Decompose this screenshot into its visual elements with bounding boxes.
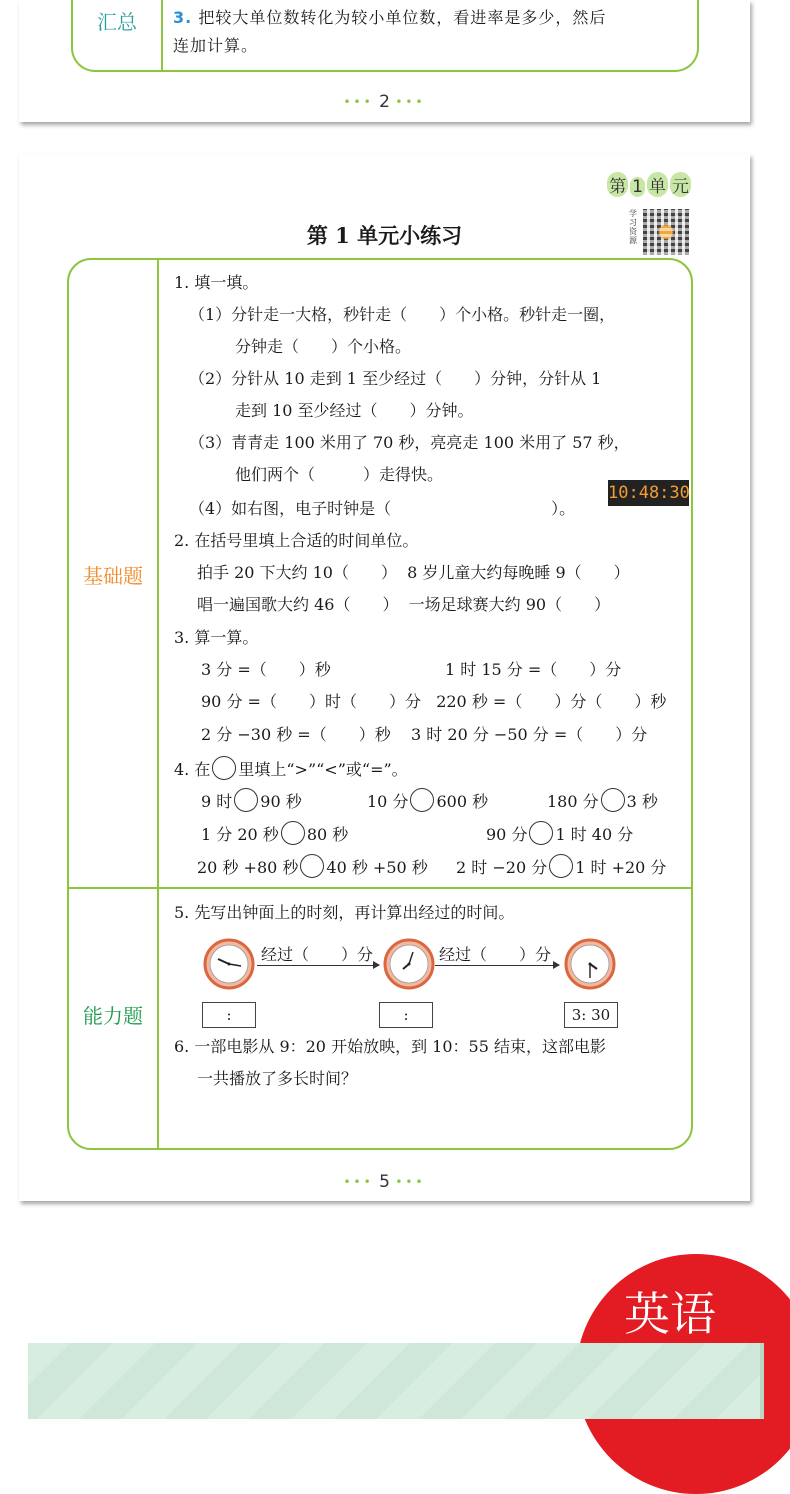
compare-item bbox=[367, 788, 488, 812]
compare-item bbox=[547, 788, 658, 812]
compare-right: 1 时 +20 分 bbox=[575, 858, 667, 877]
question-2-b: 唱一遍国歌大约 46（ ） 一场足球赛大约 90（ ） bbox=[197, 595, 611, 614]
question-3-b: 90 分 =（ ）时（ ）分 220 秒 =（ ）分（ ）秒 bbox=[201, 692, 667, 711]
clock-face-icon bbox=[564, 938, 616, 990]
question-2-a: 拍手 20 下大约 10（ ） 8 岁儿童大约每晚睡 9（ ） bbox=[197, 563, 630, 582]
page-number-2 bbox=[19, 92, 750, 112]
qr-code-icon bbox=[643, 209, 689, 255]
compare-item bbox=[201, 821, 348, 845]
english-badge-label: 英语 bbox=[624, 1287, 716, 1341]
compare-circle[interactable] bbox=[529, 821, 553, 845]
question-4-suffix: 里填上“>”“<”或“=”。 bbox=[238, 760, 408, 779]
question-1: 1. 填一填。 bbox=[174, 273, 259, 292]
unit-badge-char: 第 bbox=[607, 172, 628, 197]
compare-left: 20 秒 +80 秒 bbox=[197, 858, 299, 877]
question-4 bbox=[174, 756, 408, 780]
question-1-3a: （3）青青走 100 米用了 70 秒，亮亮走 100 米用了 57 秒， bbox=[189, 433, 630, 452]
question-2: 2. 在括号里填上合适的时间单位。 bbox=[174, 531, 419, 550]
question-1-1b: 分钟走（ ）个小格。 bbox=[235, 337, 412, 356]
compare-left: 2 时 −20 分 bbox=[456, 858, 548, 877]
clock-face-icon bbox=[203, 938, 255, 990]
arrow-icon bbox=[435, 965, 559, 966]
compare-item bbox=[201, 788, 302, 812]
arrow-icon bbox=[257, 965, 379, 966]
compare-circle[interactable] bbox=[300, 854, 324, 878]
time-answer-box-2[interactable]: : bbox=[379, 1002, 433, 1028]
summary-item-text-1: 把较大单位数转化为较小单位数，看进率是多少，然后 bbox=[198, 8, 607, 27]
qr-label: 学习资源 bbox=[629, 209, 637, 245]
time-answer-box-3: 3: 30 bbox=[564, 1002, 618, 1028]
compare-circle-icon bbox=[212, 756, 236, 780]
compare-item bbox=[486, 821, 633, 845]
question-4-prefix: 4. 在 bbox=[174, 760, 211, 779]
compare-left: 10 分 bbox=[367, 792, 409, 811]
summary-item-number: 3. bbox=[173, 8, 193, 27]
compare-left: 180 分 bbox=[547, 792, 599, 811]
question-3-a1: 3 分 =（ ）秒 bbox=[201, 660, 331, 679]
section-label-basic: 基础题 bbox=[83, 564, 143, 588]
summary-box bbox=[71, 0, 699, 72]
section-divider bbox=[69, 887, 691, 889]
summary-divider bbox=[161, 0, 163, 70]
compare-circle[interactable] bbox=[601, 788, 625, 812]
question-6b: 一共播放了多长时间？ bbox=[197, 1069, 358, 1088]
compare-right: 600 秒 bbox=[436, 792, 489, 811]
summary-item-3 bbox=[173, 4, 693, 60]
compare-right: 3 秒 bbox=[626, 792, 658, 811]
page-number-text: 5 bbox=[379, 1172, 390, 1192]
question-1-2a: （2）分针从 10 走到 1 至少经过（ ）分钟，分针从 1 bbox=[189, 369, 602, 388]
page-number-5 bbox=[19, 1172, 750, 1192]
elapsed-label-2: 经过（ ）分 bbox=[439, 945, 552, 964]
compare-right: 90 秒 bbox=[260, 792, 302, 811]
compare-left: 1 分 20 秒 bbox=[201, 825, 279, 844]
question-6a: 6. 一部电影从 9：20 开始放映，到 10：55 结束，这部电影 bbox=[174, 1037, 606, 1056]
page-title: 第 1 单元小练习 bbox=[306, 223, 463, 248]
compare-right: 40 秒 +50 秒 bbox=[326, 858, 428, 877]
compare-circle[interactable] bbox=[549, 854, 573, 878]
question-3-c: 2 分 −30 秒 =（ ）秒 3 时 20 分 −50 分 =（ ）分 bbox=[201, 725, 648, 744]
question-3: 3. 算一算。 bbox=[174, 628, 259, 647]
elapsed-label-1: 经过（ ）分 bbox=[261, 945, 374, 964]
unit-badge bbox=[606, 172, 692, 197]
digital-clock: 10:48:30 bbox=[608, 480, 689, 506]
compare-right: 1 时 40 分 bbox=[555, 825, 634, 844]
section-label-ability: 能力题 bbox=[83, 1004, 143, 1028]
dots-right: ••• bbox=[395, 95, 426, 109]
unit-badge-char: 单 bbox=[647, 172, 668, 197]
summary-label: 汇总 bbox=[97, 10, 137, 34]
dots-left: ••• bbox=[343, 95, 374, 109]
unit-badge-char: 1 bbox=[632, 177, 643, 197]
dots-right: ••• bbox=[395, 1175, 426, 1189]
compare-item bbox=[456, 854, 666, 878]
question-1-1a: （1）分针走一大格，秒针走（ ）个小格。秒针走一圈， bbox=[189, 305, 616, 324]
unit-badge-char: 元 bbox=[670, 172, 691, 197]
summary-item-text-2: 连加计算。 bbox=[173, 36, 259, 55]
page-number-text: 2 bbox=[379, 92, 390, 112]
english-panel-edge bbox=[760, 1343, 764, 1419]
question-3-a2: 1 时 15 分 =（ ）分 bbox=[445, 660, 622, 679]
compare-right: 80 秒 bbox=[306, 825, 349, 844]
question-5: 5. 先写出钟面上的时刻，再计算出经过的时间。 bbox=[174, 903, 515, 922]
compare-circle[interactable] bbox=[234, 788, 258, 812]
english-section-panel bbox=[28, 1343, 760, 1419]
clock-face-icon bbox=[383, 938, 435, 990]
dots-left: ••• bbox=[343, 1175, 374, 1189]
qr-code[interactable] bbox=[629, 209, 691, 255]
question-1-3b: 他们两个（ ）走得快。 bbox=[235, 465, 444, 484]
compare-left: 90 分 bbox=[486, 825, 528, 844]
compare-circle[interactable] bbox=[281, 821, 305, 845]
question-1-2b: 走到 10 至少经过（ ）分钟。 bbox=[235, 401, 474, 420]
time-answer-box-1[interactable]: : bbox=[202, 1002, 256, 1028]
page-2-fragment bbox=[19, 0, 750, 122]
compare-left: 9 时 bbox=[201, 792, 233, 811]
page-5 bbox=[19, 154, 750, 1201]
compare-circle[interactable] bbox=[410, 788, 434, 812]
compare-item bbox=[197, 854, 428, 878]
question-1-4: （4）如右图，电子时钟是（ ）。 bbox=[189, 499, 576, 518]
vertical-divider bbox=[157, 260, 159, 1148]
